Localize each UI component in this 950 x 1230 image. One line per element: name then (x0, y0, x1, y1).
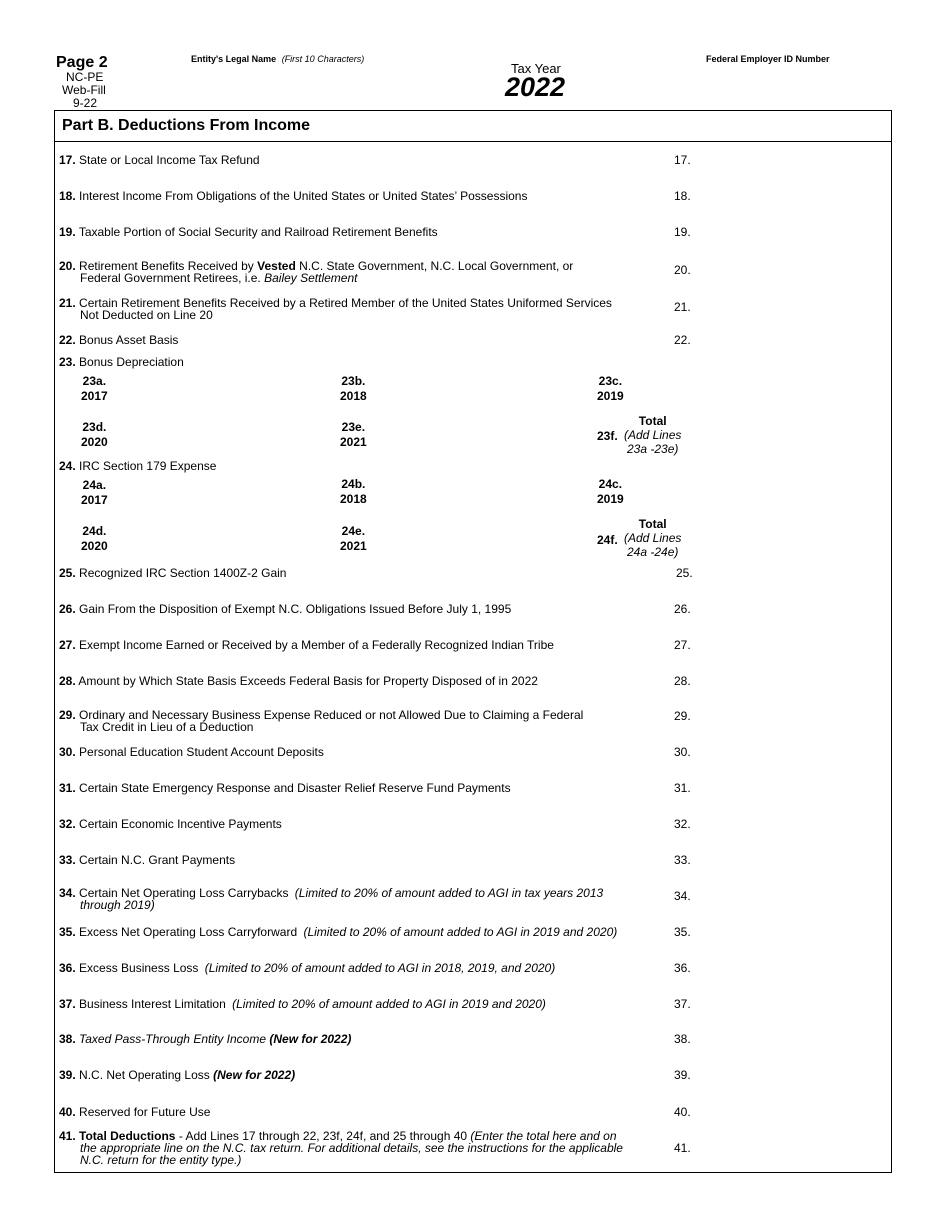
line-35-label: 35. (674, 925, 691, 939)
line-39 (59, 1069, 295, 1081)
line-text-bold: Vested (257, 259, 296, 273)
line-40-label: 40. (674, 1105, 691, 1119)
sub-24b (340, 477, 367, 507)
sub-24e (340, 524, 367, 554)
line-text: N.C. State Government, N.C. Local Government, or (299, 259, 574, 273)
line-36-label: 36. (674, 961, 691, 975)
line-num: 34. (59, 886, 76, 900)
line-note: (New for 2022) (269, 1032, 352, 1046)
line-note: (Limited to 20% of amount added to AGI in tax years 2013 (294, 886, 604, 900)
line-29-label: 29. (674, 709, 691, 723)
sub-23a (81, 374, 108, 404)
sub-year: 2017 (81, 493, 108, 507)
entity-name-label (191, 54, 364, 64)
sub-23e (340, 420, 367, 450)
line-num: 33. (59, 853, 76, 867)
line-38-label: 38. (674, 1032, 691, 1046)
entity-name-input[interactable] (190, 68, 374, 86)
line-text-bold: Total Deductions (79, 1129, 176, 1143)
sub-label: 23e. (341, 420, 366, 434)
line-19 (59, 226, 438, 238)
line-22 (59, 334, 178, 346)
line-22-label: 22. (674, 333, 691, 347)
sub-24a (81, 478, 108, 508)
line-24 (59, 460, 216, 472)
line-39-label: 39. (674, 1068, 691, 1082)
sub-label: 24c. (598, 477, 623, 491)
line-32-label: 32. (674, 817, 691, 831)
line-text: Excess Net Operating Loss Carryforward (79, 925, 298, 939)
total-heading: Total (638, 517, 667, 531)
line-text: Business Interest Limitation (79, 997, 226, 1011)
line-num: 38. (59, 1032, 76, 1046)
line-text: Federal Government Retirees, i.e. (80, 271, 261, 285)
total-hint: 23a -23e) (627, 442, 679, 456)
line-18-label: 18. (674, 189, 691, 203)
line-text: Taxed Pass-Through Entity Income (79, 1032, 267, 1046)
line-text: Recognized IRC Section 1400Z-2 Gain (79, 566, 287, 580)
line-text: Amount by Which State Basis Exceeds Federal Basis for Property Disposed of in 2022 (78, 674, 538, 688)
sub-24f-label: 24f. (597, 533, 618, 547)
line-21-label: 21. (674, 300, 691, 314)
line-33-label: 33. (674, 853, 691, 867)
line-37 (59, 998, 546, 1010)
sub-24f-total (624, 517, 681, 559)
sub-23d (81, 420, 108, 450)
line-note-cont: through 2019) (80, 898, 155, 912)
line-17-label: 17. (674, 153, 691, 167)
sub-23c (597, 374, 624, 404)
line-33 (59, 854, 235, 866)
page-number: Page 2 (56, 54, 108, 71)
sub-label: 24e. (341, 524, 366, 538)
form-version: 9-22 (73, 96, 98, 110)
line-text-cont: Not Deducted on Line 20 (80, 308, 213, 322)
sub-year: 2021 (340, 435, 367, 449)
part-title: Part B. Deductions From Income (62, 117, 311, 134)
line-text: Excess Business Loss (79, 961, 199, 975)
line-num: 39. (59, 1068, 76, 1082)
line-num: 24. (59, 459, 76, 473)
line-num: 21. (59, 296, 76, 310)
line-27-label: 27. (674, 638, 691, 652)
line-text: Bonus Asset Basis (79, 333, 179, 347)
line-note: (Limited to 20% of amount added to AGI in 2019 and 2020) (303, 925, 618, 939)
line-num: 27. (59, 638, 76, 652)
line-34-label: 34. (674, 889, 691, 903)
line-text: Bonus Depreciation (79, 355, 184, 369)
line-num: 41. (59, 1129, 76, 1143)
line-26 (59, 603, 511, 615)
sub-24c (597, 477, 624, 507)
line-text: Taxable Portion of Social Security and Railroad Retirement Benefits (78, 225, 438, 239)
sub-year: 2021 (340, 539, 367, 553)
line-text-cont (59, 272, 573, 284)
line-20 (59, 260, 573, 284)
sub-year: 2017 (81, 389, 108, 403)
line-30 (59, 746, 324, 758)
line-text: IRC Section 179 Expense (79, 459, 217, 473)
total-heading: Total (638, 414, 667, 428)
line-text: Exempt Income Earned or Received by a Member of a Federally Recognized Indian Tribe (79, 638, 554, 652)
line-num: 35. (59, 925, 76, 939)
sub-year: 2020 (81, 539, 108, 553)
line-28 (59, 675, 538, 687)
line-note: (Enter the total here and on (470, 1129, 617, 1143)
sub-23f-label: 23f. (597, 429, 618, 443)
line-text: Reserved for Future Use (79, 1105, 211, 1119)
entity-name-label-text: Entity's Legal Name (191, 54, 277, 64)
line-text: Ordinary and Necessary Business Expense Reduced or not Allowed Due to Claiming a Federal (79, 708, 584, 722)
line-num: 23. (59, 355, 76, 369)
sub-24d (81, 524, 108, 554)
line-34 (59, 887, 603, 911)
line-28-label: 28. (674, 674, 691, 688)
line-num: 25. (59, 566, 76, 580)
line-40 (59, 1106, 210, 1118)
line-num: 36. (59, 961, 76, 975)
sub-label: 23c. (598, 374, 623, 388)
line-26-label: 26. (674, 602, 691, 616)
sub-year: 2018 (340, 389, 367, 403)
line-text: - Add Lines 17 through 22, 23f, 24f, and 25 through 40 (178, 1129, 468, 1143)
line-41-label: 41. (674, 1141, 691, 1155)
total-hint: (Add Lines (624, 428, 682, 442)
line-25 (59, 567, 286, 579)
line-note-cont: the appropriate line on the N.C. tax return. For additional details, see the instructions for the applicable (80, 1141, 623, 1155)
line-text: Certain N.C. Grant Payments (79, 853, 236, 867)
sub-23f-total (624, 414, 681, 456)
line-text: Interest Income From Obligations of the United States or United States’ Possessions (79, 189, 528, 203)
web-fill-label: Web-Fill (62, 83, 106, 97)
line-31-label: 31. (674, 781, 691, 795)
line-25-label: 25. (676, 566, 693, 580)
line-text: Certain Retirement Benefits Received by a Retired Member of the United States Uniformed Services (79, 296, 612, 310)
line-text: Retirement Benefits Received by (79, 259, 254, 273)
line-30-label: 30. (674, 745, 691, 759)
line-19-label: 19. (674, 225, 691, 239)
line-num: 30. (59, 745, 76, 759)
line-num: 20. (59, 259, 76, 273)
line-29 (59, 709, 583, 733)
form-id: NC-PE (66, 70, 104, 84)
line-num: 26. (59, 602, 76, 616)
line-text: Personal Education Student Account Deposits (79, 745, 324, 759)
part-title-divider (54, 141, 892, 142)
line-num: 22. (59, 333, 76, 347)
total-hint: (Add Lines (624, 531, 682, 545)
line-num: 18. (59, 189, 76, 203)
line-num: 17. (59, 153, 76, 167)
line-num: 37. (59, 997, 76, 1011)
line-text-italic: Bailey Settlement (264, 271, 358, 285)
line-num: 32. (59, 817, 76, 831)
line-note-cont: N.C. return for the entity type.) (80, 1153, 242, 1167)
entity-name-hint: (First 10 Characters) (281, 54, 365, 64)
sub-label: 23a. (82, 374, 107, 388)
line-20-label: 20. (674, 263, 691, 277)
line-27 (59, 639, 554, 651)
line-note: (New for 2022) (213, 1068, 296, 1082)
line-21 (59, 297, 612, 321)
line-23 (59, 356, 184, 368)
line-num: 29. (59, 708, 76, 722)
fein-input[interactable] (706, 68, 860, 86)
line-note: (Limited to 20% of amount added to AGI in 2018, 2019, and 2020) (204, 961, 556, 975)
line-31 (59, 782, 511, 794)
line-text: Certain Economic Incentive Payments (79, 817, 282, 831)
sub-year: 2020 (81, 435, 108, 449)
line-38 (59, 1033, 351, 1045)
line-num: 31. (59, 781, 76, 795)
sub-year: 2018 (340, 492, 367, 506)
line-35 (59, 926, 617, 938)
line-text: Certain Net Operating Loss Carrybacks (79, 886, 289, 900)
tax-year-label: Tax Year (511, 61, 561, 76)
sub-label: 23b. (341, 374, 366, 388)
line-17 (59, 154, 260, 166)
line-text: N.C. Net Operating Loss (79, 1068, 210, 1082)
sub-23b (340, 374, 367, 404)
line-num: 40. (59, 1105, 76, 1119)
line-note: (Limited to 20% of amount added to AGI in 2019 and 2020) (232, 997, 546, 1011)
line-37-label: 37. (674, 997, 691, 1011)
line-text-cont: Tax Credit in Lieu of a Deduction (80, 720, 254, 734)
line-num: 28. (59, 674, 76, 688)
line-32 (59, 818, 282, 830)
line-18 (59, 190, 527, 202)
line-text: Gain From the Disposition of Exempt N.C. Obligations Issued Before July 1, 1995 (79, 602, 512, 616)
fein-label: Federal Employer ID Number (706, 54, 830, 64)
tax-year: 2022 (505, 72, 566, 102)
sub-year: 2019 (597, 492, 624, 506)
line-41 (59, 1130, 623, 1166)
line-text: Certain State Emergency Response and Disaster Relief Reserve Fund Payments (79, 781, 511, 795)
sub-year: 2019 (597, 389, 624, 403)
line-text: State or Local Income Tax Refund (79, 153, 260, 167)
sub-label: 24d. (82, 524, 107, 538)
total-hint: 24a -24e) (627, 545, 679, 559)
sub-label: 24b. (341, 477, 366, 491)
line-num: 19. (59, 225, 76, 239)
sub-label: 23d. (82, 420, 107, 434)
line-36 (59, 962, 555, 974)
sub-label: 24a. (82, 478, 107, 492)
